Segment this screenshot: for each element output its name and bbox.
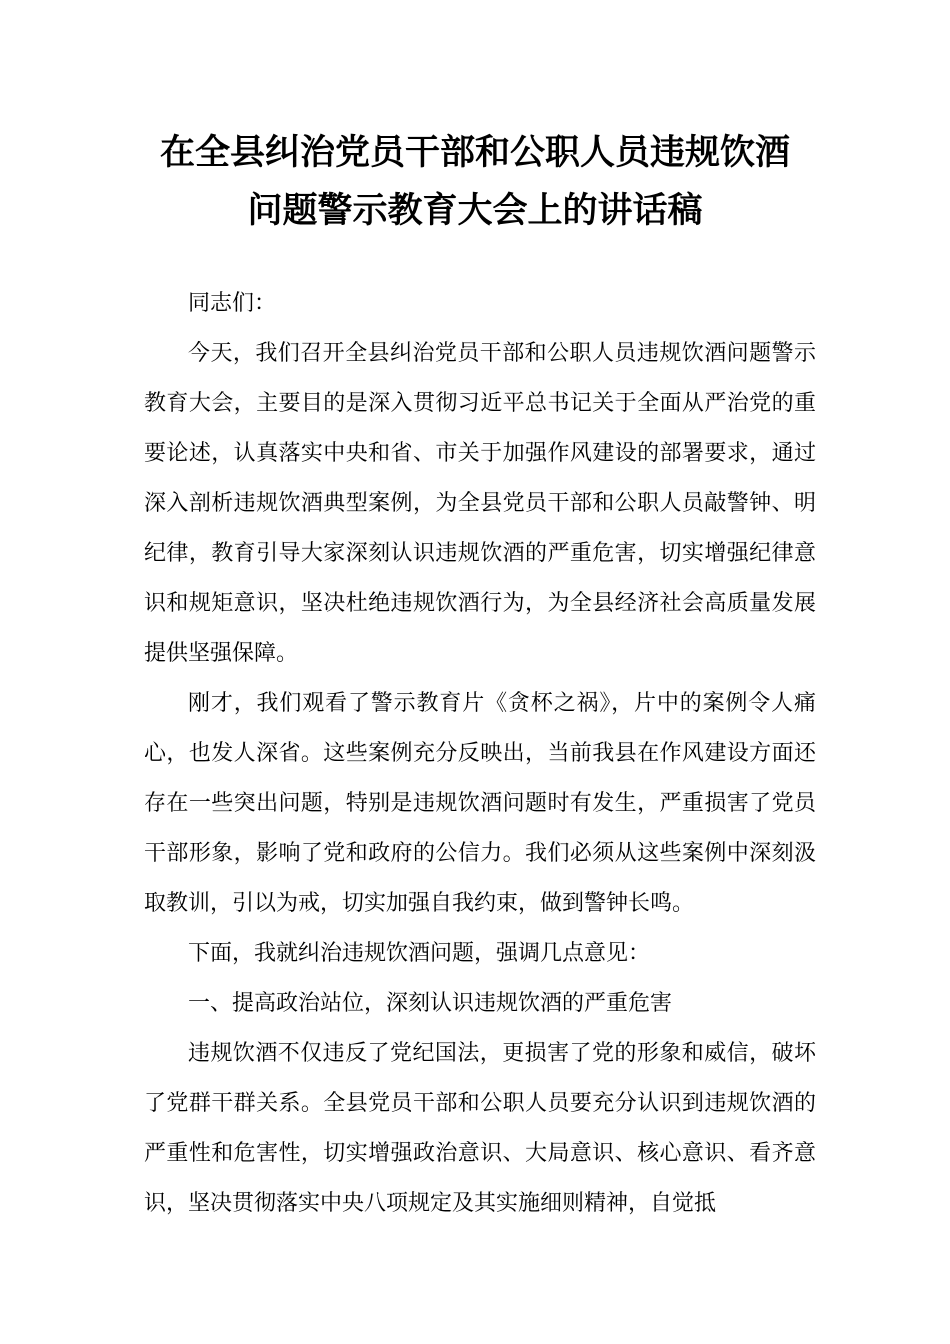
document-title — [110, 124, 840, 240]
title-line-1: 在全县纠治党员干部和公职人员违规饮酒 — [159, 133, 790, 173]
document-body — [144, 279, 816, 1229]
paragraph-transition: 下面，我就纠治违规饮酒问题，强调几点意见： — [188, 941, 651, 966]
paragraph-intro: 今天，我们召开全县纠治党员干部和公职人员违规饮酒问题警示教育大会，主要目的是深入贯彻习近平总书记关于全面从严治党的重要论述，认真落实中央和省、市关于加强作风建设的部署要求，通过深入剖析违规饮酒典型案例，为全县党员干部和公职人员敲警钟、明纪律，教育引导大家深刻认识违规饮酒的严重危害，切实增强纪律意识和规矩意识，坚决杜绝违规饮酒行为，为全县经济社会高质量发展提供坚强保障。 — [144, 341, 816, 666]
title-line-2: 问题警示教育大会上的讲话稿 — [247, 191, 703, 231]
paragraph-video: 刚才，我们观看了警示教育片《贪杯之祸》，片中的案例令人痛心，也发人深省。这些案例充分反映出，当前我县在作风建设方面还存在一些突出问题，特别是违规饮酒问题时有发生，严重损害了党员干部形象，影响了党和政府的公信力。我们必须从这些案例中深刻汲取教训，引以为戒，切实加强自我约束，做到警钟长鸣。 — [144, 691, 816, 916]
section-heading-1: 一、提高政治站位，深刻认识违规饮酒的严重危害 — [188, 991, 673, 1016]
greeting: 同志们： — [188, 291, 277, 316]
paragraph-section-1: 违规饮酒不仅违反了党纪国法，更损害了党的形象和威信，破坏了党群干群关系。全县党员干部和公职人员要充分认识到违规饮酒的严重性和危害性，切实增强政治意识、大局意识、核心意识、看齐意识，坚决贯彻落实中央八项规定及其实施细则精神，自觉抵 — [144, 1041, 816, 1216]
